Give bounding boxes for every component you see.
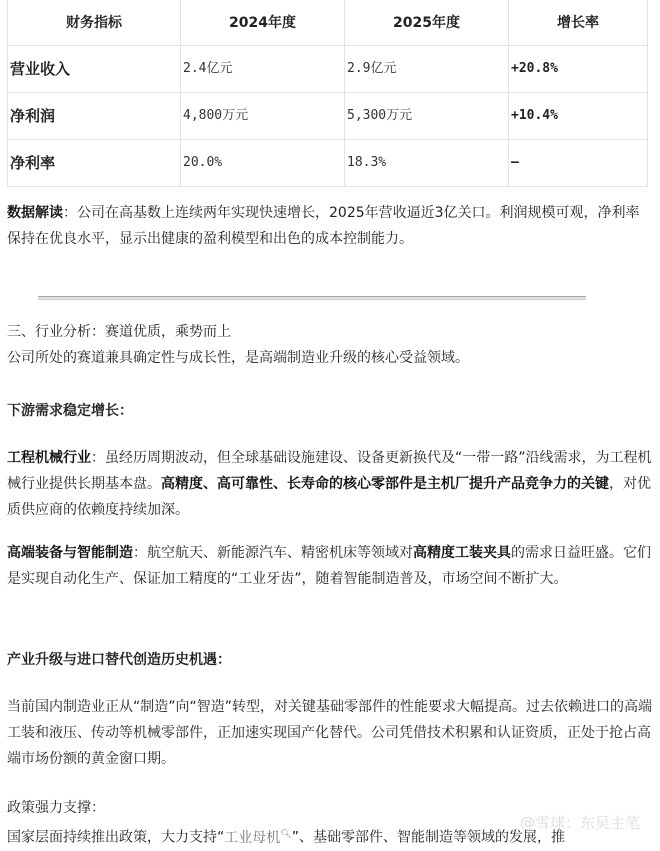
cell-growth: — <box>509 140 648 187</box>
section3-intro: 公司所处的赛道兼具确定性与成长性，是高端制造业升级的核心受益领域。 <box>7 350 469 366</box>
header-2024: 2024年度 <box>181 0 345 46</box>
header-growth: 增长率 <box>509 0 648 46</box>
policy-link-text[interactable]: 工业母机 <box>224 829 281 846</box>
upgrade-paragraph: 当前国内制造业正从“制造”向“智造”转型，对关键基础零部件的性能要求大幅提高。过去依赖进口的高端工装和液压、传动等机械零部件，正加速实现国产化替代。公司凭借技术积累和认证资质，正处于抢占高端市场份额的黄金窗口期。 <box>7 699 653 767</box>
policy-text: 国家层面持续推出政策，大力支持“ <box>7 829 225 846</box>
search-icon[interactable]: 🔍︎ <box>280 829 292 839</box>
cell-2025: 2.9亿元 <box>345 46 509 93</box>
header-metric: 财务指标 <box>8 0 181 46</box>
smart-mfg-text: ：航空航天、新能源汽车、精密机床等领域对 <box>133 545 413 561</box>
smart-mfg-paragraph <box>7 540 653 592</box>
cell-2024: 20.0% <box>181 140 345 187</box>
cell-metric: 净利润 <box>8 93 181 140</box>
cell-2024: 4,800万元 <box>181 93 345 140</box>
watermark: @雪球：东吴主笔 <box>520 814 641 832</box>
table-row <box>8 46 648 93</box>
policy-text-end: ”、基础零部件、智能制造等领域的发展，推 <box>291 829 565 846</box>
header-2025: 2025年度 <box>345 0 509 46</box>
table-row <box>8 93 648 140</box>
smart-mfg-text-end: 的需求日益旺盛。它们是实现自动化生产、保证加工精度的“工业牙齿”，随着智能制造普及，市场空间不断扩大。 <box>7 545 651 587</box>
construction-bold: 高精度、高可靠性、长寿命的核心零部件是主机厂提升产品竞争力的关键 <box>161 476 609 492</box>
construction-text-end: ，对优质供应商的依赖度持续加深。 <box>7 476 651 518</box>
cell-2025: 18.3% <box>345 140 509 187</box>
construction-paragraph <box>7 445 653 523</box>
data-interpretation <box>7 200 653 252</box>
construction-label: 工程机械行业 <box>7 450 91 466</box>
downstream-heading: 下游需求稳定增长： <box>7 403 133 419</box>
section-divider <box>38 296 586 300</box>
policy-heading: 政策强力支撑： <box>7 800 105 816</box>
cell-metric: 净利率 <box>8 140 181 187</box>
cell-metric: 营业收入 <box>8 46 181 93</box>
cell-growth: +10.4% <box>509 93 648 140</box>
construction-text: ：虽经历周期波动，但全球基础设施建设、设备更新换代及“一带一路”沿线需求，为工程机械行业提供长期基本盘。 <box>7 450 652 492</box>
interpretation-text: ：公司在高基数上连续两年实现快速增长，2025年营收逼近3亿关口。利润规模可观，净利率保持在优良水平，显示出健康的盈利模型和出色的成本控制能力。 <box>7 205 640 247</box>
table-row <box>8 140 648 187</box>
financial-table <box>7 0 648 187</box>
table-header-row <box>8 0 648 46</box>
cell-2024: 2.4亿元 <box>181 46 345 93</box>
industrial-machine-link[interactable] <box>224 830 291 846</box>
cell-2025: 5,300万元 <box>345 93 509 140</box>
section3-title: 三、行业分析：赛道优质，乘势而上 <box>7 324 231 340</box>
cell-growth: +20.8% <box>509 46 648 93</box>
upgrade-heading: 产业升级与进口替代创造历史机遇： <box>7 652 231 668</box>
smart-mfg-label: 高端装备与智能制造 <box>7 545 133 561</box>
interpretation-label: 数据解读 <box>7 205 63 221</box>
smart-mfg-bold: 高精度工装夹具 <box>413 545 511 561</box>
